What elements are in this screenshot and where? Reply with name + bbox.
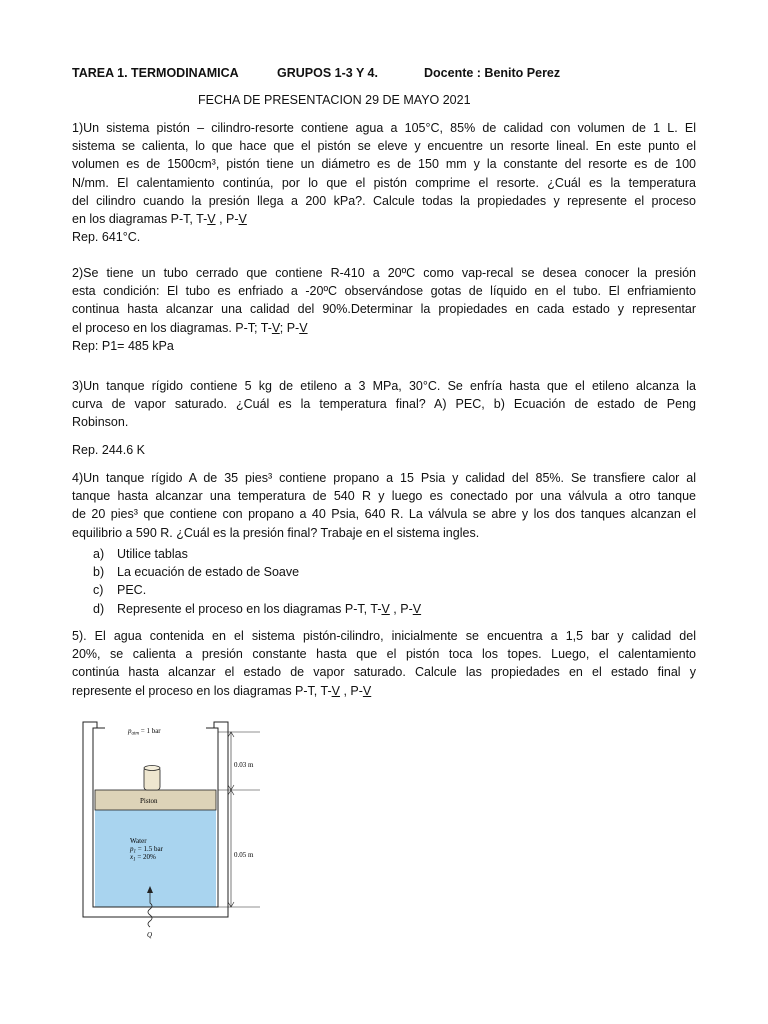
p1-text: en los diagramas P-T, T- xyxy=(72,212,208,227)
list-item xyxy=(93,563,421,581)
list-item-text: , P- xyxy=(389,601,413,616)
p4-v-underlined: V xyxy=(381,601,390,616)
list-item-label: c) xyxy=(93,583,104,598)
p1-line: sistema se calienta, lo que hace que el pistón se eleve y encuentre un resorte lineal. En este punto el xyxy=(72,139,696,154)
header-tarea: TAREA 1. TERMODINAMICA xyxy=(72,66,239,80)
heat-label: Q xyxy=(147,931,153,939)
header-fecha: FECHA DE PRESENTACION 29 DE MAYO 2021 xyxy=(198,93,471,107)
problem-3 xyxy=(72,377,696,432)
piston-cylinder-figure xyxy=(68,712,268,942)
p1-label: $p_1 = 1.5$ bar xyxy=(130,845,163,855)
problem-1 xyxy=(72,119,696,246)
p4-line: de 20 pies³ que contiene con propano a 40 Psia, 640 R. La válvula se abre y los dos tanques alcanzan el xyxy=(72,507,696,522)
p3-line: 3)Un tanque rígido contiene 5 kg de etileno a 3 MPa, 30°C. Se enfría hasta que el etileno alcanza la xyxy=(72,379,696,393)
list-item-label: a) xyxy=(93,547,105,561)
piston-rod-top xyxy=(144,766,160,771)
p2-v-underlined: V xyxy=(299,320,308,335)
p2-answer: Rep: P1= 485 kPa xyxy=(72,338,174,353)
water-label: Water xyxy=(130,837,147,845)
p5-text: represente el proceso en los diagramas P-T, T- xyxy=(72,683,332,698)
list-item-text: Represente el proceso en los diagramas P-T, T- xyxy=(117,601,382,616)
p4-line: equilibrio a 590 R. ¿Cuál es la presión final? Trabaje en el sistema ingles. xyxy=(72,525,480,540)
p1-v-underlined: V xyxy=(238,212,247,227)
list-item xyxy=(93,581,421,599)
list-item xyxy=(93,600,421,618)
p2-line: 2)Se tiene un tubo cerrado que contiene R-410 a 20ºC como vap-recal se desea conocer la presión xyxy=(72,266,696,280)
list-item-text: La ecuación de estado de Soave xyxy=(117,565,300,580)
problem-5 xyxy=(72,627,696,700)
piston-label: Piston xyxy=(140,797,158,805)
problem-2 xyxy=(72,264,696,355)
x1-label: $x_1 = 20\%$ xyxy=(130,853,156,863)
p5-line-last xyxy=(72,682,696,700)
list-item-text: PEC. xyxy=(117,583,147,598)
p1-line-last xyxy=(72,210,696,228)
p1-line: 1)Un sistema pistón – cilindro-resorte contiene agua a 105°C, 85% de calidad con volumen de 1 L. El xyxy=(72,121,696,135)
p4-list xyxy=(93,545,421,618)
p5-line: continúa hasta alcanzar el estado de vapor saturado. Calcule las propiedades en el estado final y xyxy=(72,665,696,680)
p5-line: 20%, se calienta a presión constante hasta que el pistón toca los topes. Luego, el calentamiento xyxy=(72,647,696,662)
p2-v-underlined: V xyxy=(271,320,280,335)
p2-line: continua hasta alcanzar una calidad del 90%.Determinar la propiedades en cada estado y representar xyxy=(72,302,696,317)
dim-top-label: 0.03 m xyxy=(234,761,254,769)
p1-text: , P- xyxy=(215,212,239,227)
p3-answer: Rep. 244.6 K xyxy=(72,443,145,457)
p2-text: ; P- xyxy=(279,320,300,335)
p4-line: 4)Un tanque rígido A de 35 pies³ contiene propano a 15 Psia y calidad del 85%. Se transfiere calor al xyxy=(72,471,696,485)
patm-label: $p_{atm} = 1$ bar xyxy=(128,727,161,737)
p1-v-underlined: V xyxy=(207,212,216,227)
p1-line: volumen es de 1500cm³, pistón tiene un diámetro es de 150 mm y la constante del resorte es de 100 xyxy=(72,157,696,172)
p4-line: tanque hasta alcanzar una temperatura de 540 R y luego es conectado por una válvula a otro tanque xyxy=(72,489,696,504)
dim-bottom-label: 0.05 m xyxy=(234,851,254,859)
p1-answer: Rep. 641°C. xyxy=(72,230,141,245)
p5-v-underlined: V xyxy=(362,683,372,698)
problem-4 xyxy=(72,469,696,542)
p2-line: esta condición: El tubo es enfriado a -20ºC observándose gotas de líquido en el tubo. El enfriamiento xyxy=(72,284,696,299)
list-item-text: Utilice tablas xyxy=(117,547,188,561)
p5-line: 5). El agua contenida en el sistema pistón-cilindro, inicialmente se encuentra a 1,5 bar y calidad del xyxy=(72,629,696,643)
header-docente: Docente : Benito Perez xyxy=(424,66,561,80)
p1-line: N/mm. El calentamiento continúa, por lo que el pistón comprime el resorte. ¿Cuál es la temperatura xyxy=(72,175,696,190)
p3-line: Robinson. xyxy=(72,415,129,430)
p2-line-last xyxy=(72,319,696,337)
p1-line: del cilindro cuando la presión llega a 200 kPa?. Calcule todas la propiedades y represente el proceso xyxy=(72,193,696,208)
list-item xyxy=(93,545,421,563)
p2-text: el proceso en los diagramas. P-T; T- xyxy=(72,320,272,335)
p3-line: curva de vapor saturado. ¿Cuál es la temperatura final? A) PEC, b) Ecuación de estado de Peng xyxy=(72,397,696,412)
list-item-label: d) xyxy=(93,601,105,616)
list-item-label: b) xyxy=(93,565,105,580)
p4-v-underlined: V xyxy=(412,601,422,616)
header-grupos: GRUPOS 1-3 Y 4. xyxy=(277,66,378,80)
p5-text: , P- xyxy=(339,683,363,698)
p5-v-underlined: V xyxy=(331,683,340,698)
